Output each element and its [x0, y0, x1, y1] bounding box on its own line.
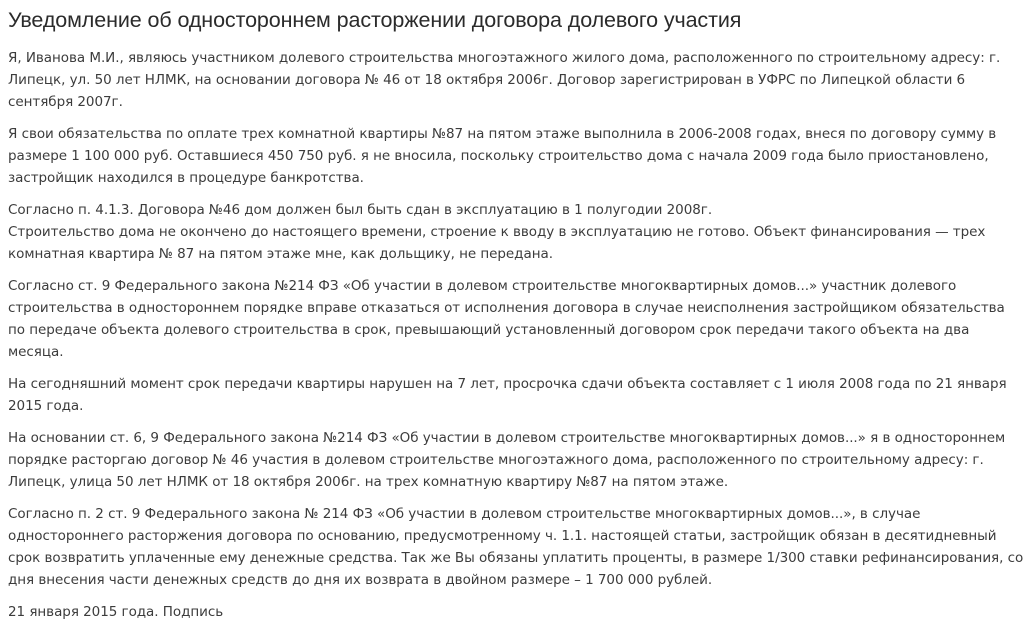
text-line: срок возвратить уплаченные ему денежные средства. Так же Вы обязаны уплатить проценты, в размере 1/300 ставки рефинансирования, со: [8, 550, 1023, 566]
text-line: размере 1 100 000 руб. Оставшиеся 450 750 руб. я не вносила, поскольку строительство дома с начала 2009 года было приостановлено,: [8, 148, 989, 164]
paragraph-payment: [8, 123, 997, 189]
text-line: сентября 2007г.: [8, 94, 123, 110]
signature-text: 21 января 2015 года. Подпись: [8, 604, 224, 620]
text-line: дня внесения части денежных средств до дня их возврата в двойном размере – 1 700 000 рублей.: [8, 572, 713, 588]
text-line: Согласно ст. 9 Федерального закона №214 ФЗ «Об участии в долевом строительстве многоквартирных домов...» участник долевого: [8, 278, 957, 294]
text-line: На основании ст. 6, 9 Федерального закона №214 ФЗ «Об участии в долевом строительстве многоквартирных домов...» я в одностороннем: [8, 430, 1006, 446]
text-line: по передаче объекта долевого строительства в срок, превышающий установленный договором срок передачи такого объекта на два: [8, 322, 970, 338]
text-line: 2015 года.: [8, 398, 84, 414]
text-line: одностороннего расторжения договора по основанию, предусмотренному ч. 1.1. настоящей статьи, застройщик обязан в десятидневный: [8, 528, 997, 544]
text-line: Я, Иванова М.И., являюсь участником долевого строительства многоэтажного жилого дома, расположенного по строительному адресу: г.: [8, 50, 1001, 66]
paragraph-law-article-9: [8, 275, 1005, 363]
paragraph-delay: [8, 373, 1007, 417]
text-line: месяца.: [8, 344, 64, 360]
paragraph-termination: [8, 427, 1006, 493]
text-line: комнатная квартира № 87 на пятом этаже мне, как дольщику, не передана.: [8, 246, 553, 262]
text-line: Я свои обязательства по оплате трех комнатной квартиры №87 на пятом этаже выполнила в 2006-2008 годах, внеся по договору сумму в: [8, 126, 997, 142]
text-line: порядке расторгаю договор № 46 участия в долевом строительстве многоэтажного дома, расположенного по строительному адресу: г.: [8, 452, 984, 468]
text-line: Липецк, ул. 50 лет НЛМК, на основании договора № 46 от 18 октября 2006г. Договор зарегистрирован в УФРС по Липецкой области 6: [8, 72, 966, 88]
text-line: Согласно п. 4.1.3. Договора №46 дом должен был быть сдан в эксплуатацию в 1 полугодии 2008г.: [8, 202, 713, 218]
text-line: Липецк, улица 50 лет НЛМК от 18 октября 2006г. на трех комнатную квартиру №87 на пятом этаже.: [8, 474, 729, 490]
signature-line: [8, 601, 892, 623]
text-line: Согласно п. 2 ст. 9 Федерального закона № 214 ФЗ «Об участии в долевом строительстве многоквартирных домов...», в случае: [8, 506, 921, 522]
paragraph-refund: [8, 503, 1023, 591]
text-line: Строительство дома не окончено до настоящего времени, строение к вводу в эксплуатацию не готово. Объект финансирования — трех: [8, 224, 986, 240]
text-line: застройщик находился в процедуре банкротства.: [8, 170, 364, 186]
text-line: На сегодняшний момент срок передачи квартиры нарушен на 7 лет, просрочка сдачи объекта составляет с 1 июля 2008 года по 21 января: [8, 376, 1007, 392]
paragraph-participant: [8, 47, 1001, 113]
document-title: Уведомление об одностороннем расторжении договора долевого участия: [8, 8, 742, 32]
paragraph-deadline: [8, 199, 986, 265]
text-line: строительства в одностороннем порядке вправе отказаться от исполнения договора в случае неисполнения застройщиком обязательства: [8, 300, 1005, 316]
